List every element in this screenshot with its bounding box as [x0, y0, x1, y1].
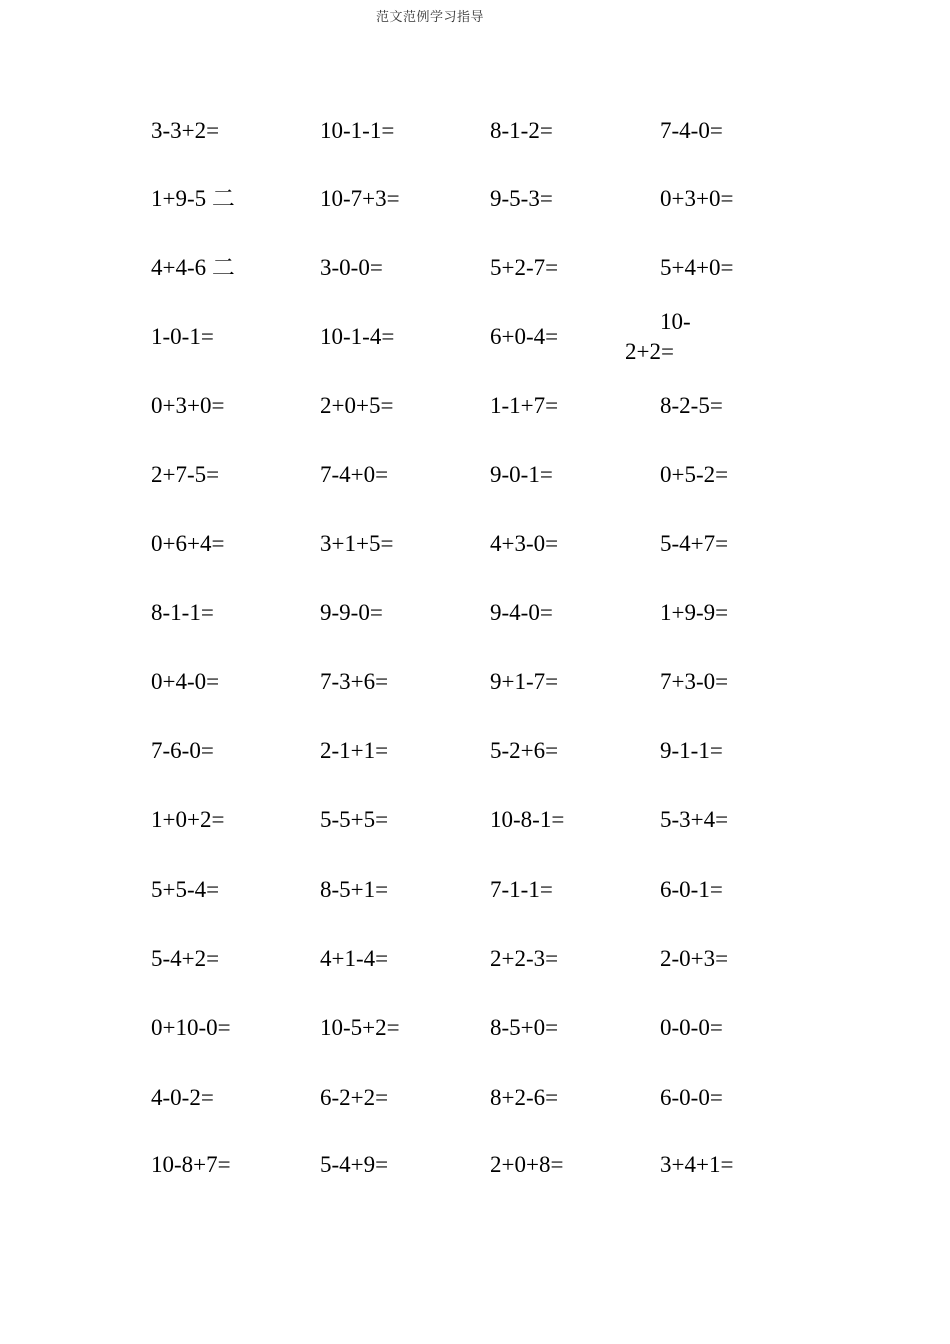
math-problem: 0+3+0= [660, 186, 734, 211]
math-problem: 10-5+2= [320, 1015, 400, 1040]
math-problem: 5-5+5= [320, 807, 389, 832]
math-problem: 7-4+0= [320, 462, 389, 487]
math-problem: 2-1+1= [320, 738, 389, 763]
math-problem: 7-4-0= [660, 118, 723, 143]
math-problem: 9-4-0= [490, 600, 553, 625]
math-problem: 1-0-1= [151, 324, 214, 349]
math-problem: 5-3+4= [660, 807, 729, 832]
math-problem: 8+2-6= [490, 1085, 559, 1110]
math-problem: 1-1+7= [490, 393, 559, 418]
math-problem: 0+4-0= [151, 669, 220, 694]
math-problem: 10-1-4= [320, 324, 395, 349]
math-problem: 7+3-0= [660, 669, 729, 694]
math-problem: 10-8-1= [490, 807, 565, 832]
math-problem: 7-6-0= [151, 738, 214, 763]
math-problem: 2+2-3= [490, 946, 559, 971]
math-problem: 5+2-7= [490, 255, 559, 280]
math-problem: 5+4+0= [660, 255, 734, 280]
math-problem: 9-1-1= [660, 738, 723, 763]
math-problem: 4+1-4= [320, 946, 389, 971]
math-problem: 2+0+5= [320, 393, 394, 418]
math-problem: 3+4+1= [660, 1152, 734, 1177]
math-problem-line-1: 10- [660, 309, 691, 334]
math-problem: 6-0-1= [660, 877, 723, 902]
math-problem: 8-5+1= [320, 877, 389, 902]
math-problem: 7-1-1= [490, 877, 553, 902]
math-problem: 1+0+2= [151, 807, 225, 832]
math-problem: 5+5-4= [151, 877, 220, 902]
page-header: 范文范例学习指导 [375, 9, 484, 24]
math-problem: 3+1+5= [320, 531, 394, 556]
math-problem: 9-9-0= [320, 600, 383, 625]
math-problem: 3-0-0= [320, 255, 383, 280]
math-problem: 4-0-2= [151, 1085, 214, 1110]
math-problem: 5-4+7= [660, 531, 729, 556]
math-problem: 9-5-3= [490, 186, 553, 211]
math-problem: 0+6+4= [151, 531, 225, 556]
math-problem: 5-4+9= [320, 1152, 389, 1177]
math-problem: 6-2+2= [320, 1085, 389, 1110]
math-problem: 5-2+6= [490, 738, 559, 763]
math-problem: 1+9-5 二 [151, 186, 235, 211]
math-problem: 4+3-0= [490, 531, 559, 556]
math-problem: 7-3+6= [320, 669, 389, 694]
math-problem: 0+5-2= [660, 462, 729, 487]
math-problem: 1+9-9= [660, 600, 729, 625]
math-problem: 6+0-4= [490, 324, 559, 349]
math-problem: 3-3+2= [151, 118, 220, 143]
math-problem: 9+1-7= [490, 669, 559, 694]
math-problem: 10-7+3= [320, 186, 400, 211]
math-problem: 0+3+0= [151, 393, 225, 418]
math-problem: 8-5+0= [490, 1015, 559, 1040]
math-problem: 6-0-0= [660, 1085, 723, 1110]
math-problem: 8-2-5= [660, 393, 723, 418]
math-problem: 5-4+2= [151, 946, 220, 971]
math-problem: 2-0+3= [660, 946, 729, 971]
math-problem: 9-0-1= [490, 462, 553, 487]
math-problem: 10-1-1= [320, 118, 395, 143]
math-problem: 8-1-1= [151, 600, 214, 625]
math-problem: 10-8+7= [151, 1152, 231, 1177]
math-problem [625, 308, 709, 366]
math-problem: 2+7-5= [151, 462, 220, 487]
math-problem: 4+4-6 二 [151, 255, 235, 280]
math-problem: 8-1-2= [490, 118, 553, 143]
math-problem: 0-0-0= [660, 1015, 723, 1040]
math-problem-line-2: 2+2= [625, 339, 674, 364]
math-problem: 0+10-0= [151, 1015, 231, 1040]
math-problem: 2+0+8= [490, 1152, 564, 1177]
